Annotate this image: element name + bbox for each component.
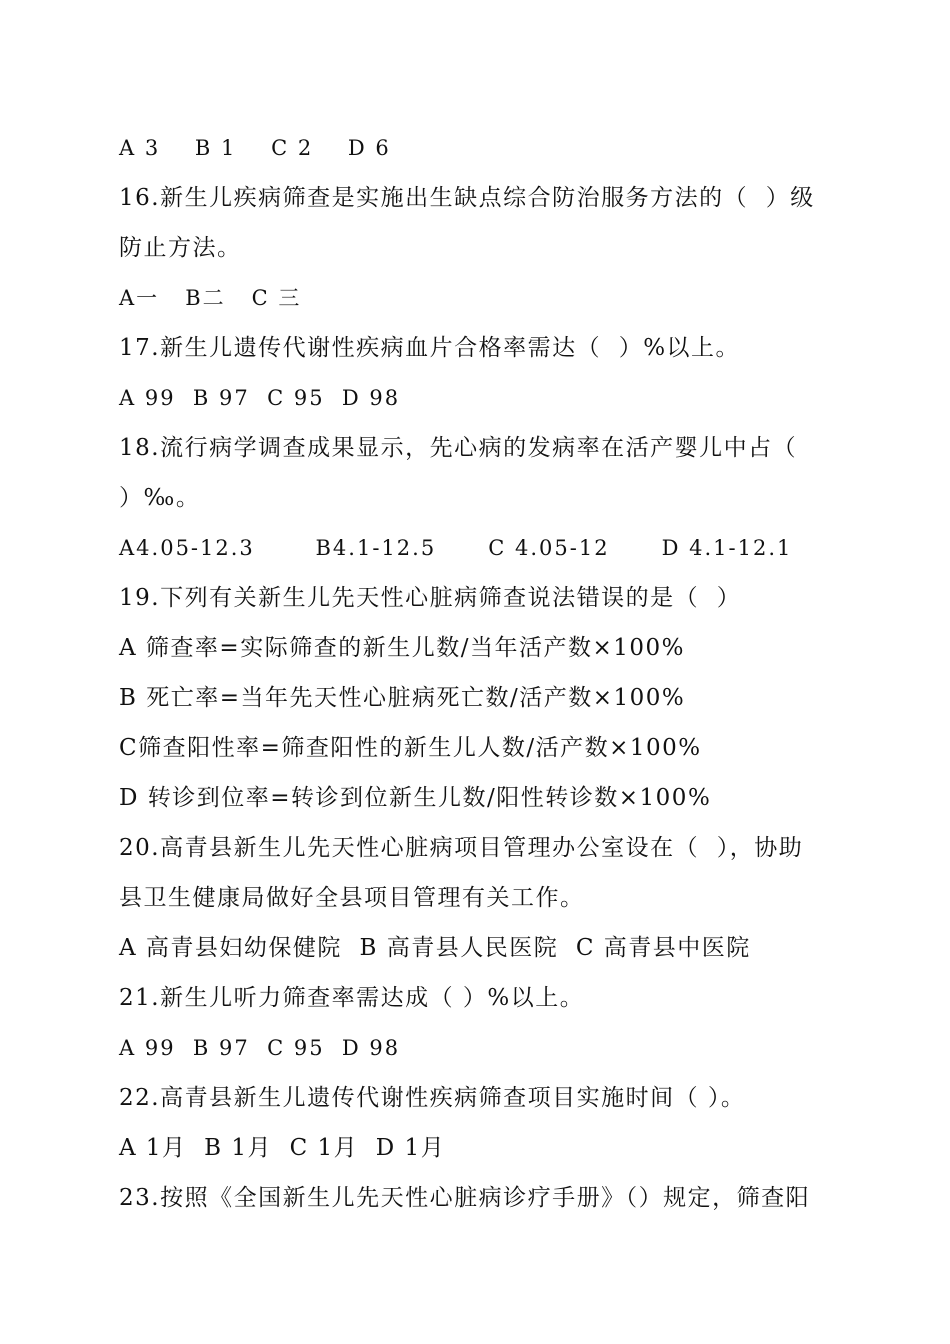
q19-option-b: B 死亡率=当年先天性心脏病死亡数/活产数×100% (119, 685, 686, 711)
q18-question: 18.流行病学调查成果显示，先心病的发病率在活产婴儿中占（ (119, 435, 798, 461)
q20-question: 20.高青县新生儿先天性心脏病项目管理办公室设在（ ），协助 (119, 835, 804, 861)
q16-question-cont: 防止方法。 (119, 235, 242, 261)
q21-question: 21.新生儿听力筛查率需达成（ ）%以上。 (119, 985, 585, 1011)
q23-question: 23.按照《全国新生儿先天性心脏病诊疗手册》（）规定，筛查阳 (119, 1185, 811, 1211)
q19-question: 19.下列有关新生儿先天性心脏病筛查说法错误的是（ ） (119, 585, 742, 611)
q20-options: A 高青县妇幼保健院 B 高青县人民医院 C 高青县中医院 (119, 935, 751, 961)
q19-option-c: C筛查阳性率=筛查阳性的新生儿人数/活产数×100% (119, 735, 702, 761)
q18-question-cont: ）‰。 (119, 485, 201, 511)
q20-question-cont: 县卫生健康局做好全县项目管理有关工作。 (119, 885, 585, 911)
q16-question: 16.新生儿疾病筛查是实施出生缺点综合防治服务方法的（ ）级 (119, 185, 815, 211)
q19-option-d: D 转诊到位率=转诊到位新生儿数/阳性转诊数×100% (119, 785, 712, 811)
q19-option-a: A 筛查率=实际筛查的新生儿数/当年活产数×100% (119, 635, 685, 661)
q21-options: A 99 B 97 C 95 D 98 (119, 1036, 401, 1060)
q17-question: 17.新生儿遗传代谢性疾病血片合格率需达（ ）%以上。 (119, 335, 741, 361)
q22-options: A 1月 B 1月 C 1月 D 1月 (119, 1135, 446, 1161)
q15-options: A 3 B 1 C 2 D 6 (119, 136, 391, 160)
q18-options: A4.05-12.3 B4.1-12.5 C 4.05-12 D 4.1-12.1 (119, 536, 793, 560)
q16-options: A一 B二 C 三 (119, 286, 302, 310)
q17-options: A 99 B 97 C 95 D 98 (119, 386, 401, 410)
q22-question: 22.高青县新生儿遗传代谢性疾病筛查项目实施时间（ ）。 (119, 1085, 746, 1111)
